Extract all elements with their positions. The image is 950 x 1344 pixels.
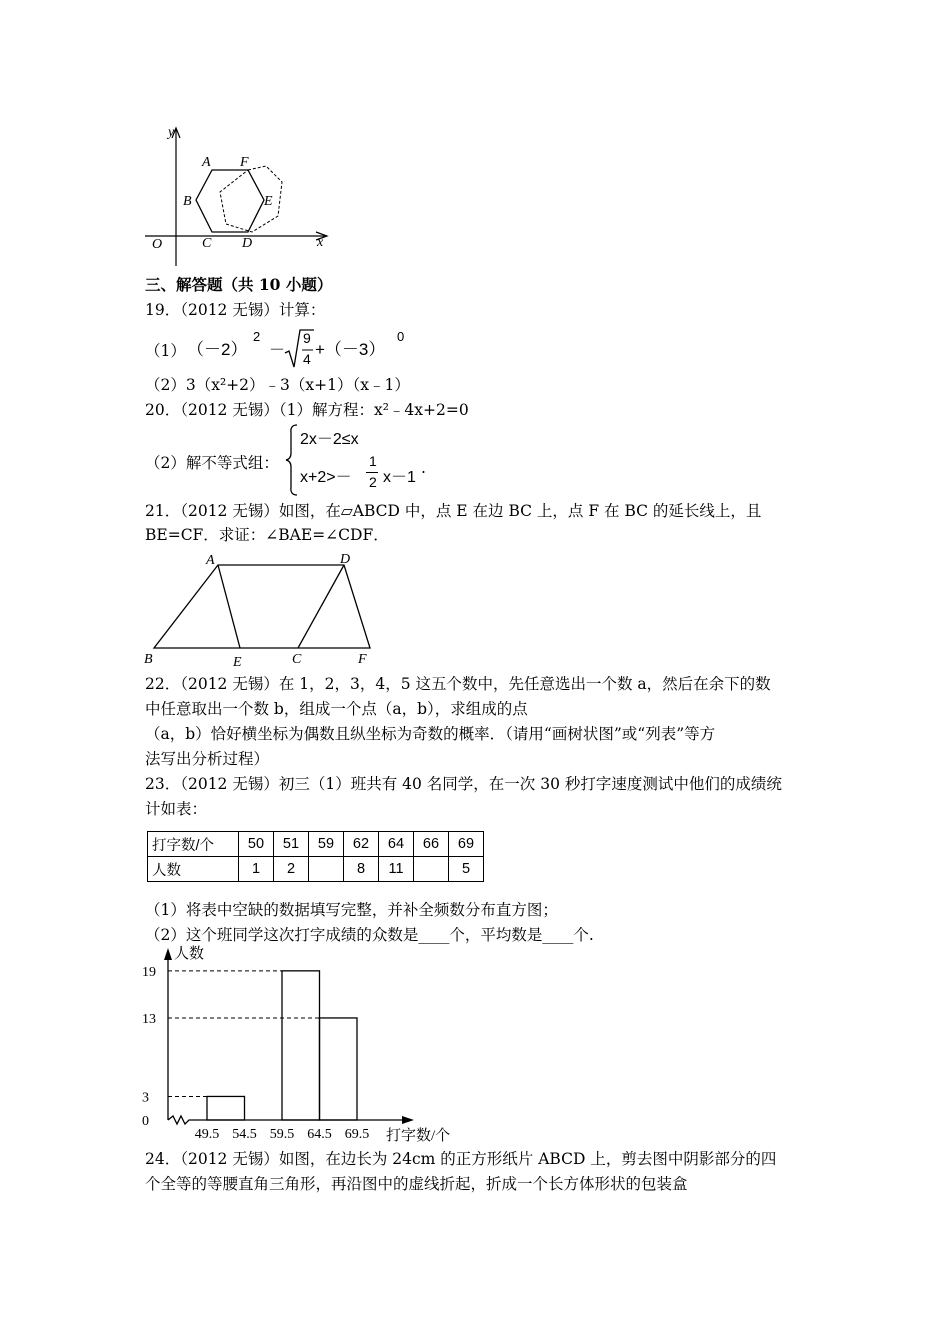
table-count-0: 1 <box>239 857 274 882</box>
point-label-a: A <box>202 155 211 170</box>
label-b: B <box>144 652 153 667</box>
q19-sqrt-denominator: 4 <box>303 351 311 367</box>
origin-label: O <box>152 237 163 252</box>
table-header-label: 打字数/个 <box>148 832 239 857</box>
q20-inequality-1: 2x－2≤x <box>300 431 359 448</box>
point-label-d: D <box>242 236 253 251</box>
hist-bar-3 <box>320 1018 358 1120</box>
hist-y-tick-1: 13 <box>142 1011 156 1027</box>
hexagon-solid <box>196 170 264 232</box>
table-row-label: 人数 <box>148 857 239 882</box>
q19-part1-exp0: 0 <box>397 329 405 344</box>
hist-y-arrow <box>164 948 172 960</box>
q22-line-3: （a，b）恰好横坐标为偶数且纵坐标为奇数的概率．（请用“画树状图”或“列表”等方 <box>145 725 716 743</box>
point-label-e: E <box>264 194 273 209</box>
q19-part1 <box>145 327 445 371</box>
q23-sub-1: （1）将表中空缺的数据填写完整，并补全频数分布直方图； <box>145 901 558 919</box>
hist-x-tick-4: 69.5 <box>344 1127 370 1142</box>
q21-line-1: 21．（2012 无锡）如图，在▱ABCD 中，点 E 在边 BC 上，点 F 在 BC 的延长线上，且 <box>145 502 762 520</box>
q22-line-4: 法写出分析过程） <box>145 750 270 768</box>
q19-part1-prefix: （1） <box>145 342 186 360</box>
table-count-1: 2 <box>274 857 309 882</box>
q22-line-2: 中任意取出一个数 b，组成一个点（a，b），求组成的点 <box>145 700 528 718</box>
table-count-2 <box>309 857 344 882</box>
label-e: E <box>233 655 242 670</box>
segment-ae <box>218 565 240 648</box>
point-label-f: F <box>240 155 249 170</box>
table-count-4: 11 <box>379 857 414 882</box>
q20-fraction-bar <box>366 472 378 473</box>
q19-part2: （2）3（x²+2）﹣3（x+1）（x﹣1） <box>145 376 410 394</box>
hexagon-figure <box>140 120 340 270</box>
y-axis-label: y <box>168 125 175 140</box>
frequency-histogram <box>140 944 470 1148</box>
table-count-3: 8 <box>344 857 379 882</box>
table-row-header <box>148 832 484 857</box>
hist-y-tick-0: 19 <box>142 964 156 980</box>
hist-bar-2 <box>282 971 320 1120</box>
table-count-5 <box>414 857 449 882</box>
q20-inequality-2-right: x－1 <box>383 469 416 486</box>
hist-bar-0 <box>207 1096 245 1120</box>
label-f: F <box>358 652 367 667</box>
parallelogram-figure <box>140 548 380 672</box>
q20-fraction-denominator: 2 <box>369 474 377 490</box>
label-d: D <box>340 552 351 567</box>
typing-speed-table <box>147 831 484 882</box>
q19-part1-exp2: 2 <box>253 329 261 344</box>
section-title: 三、解答题（共 10 小题） <box>145 275 333 294</box>
table-count-6: 5 <box>449 857 484 882</box>
hist-y-tick-2: 3 <box>142 1090 149 1106</box>
table-row-counts <box>148 857 484 882</box>
table-col-4: 64 <box>379 832 414 857</box>
q20-part2 <box>145 423 445 497</box>
hist-y-label: 人数 <box>174 946 205 962</box>
hist-x-arrow <box>402 1116 414 1124</box>
label-a: A <box>206 553 215 568</box>
q22-line-1: 22．（2012 无锡）在 1，2，3，4，5 这五个数中，先任意选出一个数 a，然后在余下的数 <box>145 675 771 693</box>
table-col-1: 51 <box>274 832 309 857</box>
table-col-2: 59 <box>309 832 344 857</box>
segment-dc <box>298 565 344 648</box>
q21-line-2: BE=CF．求证：∠BAE=∠CDF． <box>145 526 389 544</box>
q20-heading: 20．（2012 无锡）（1）解方程：x²﹣4x+2=0 <box>145 401 469 419</box>
point-label-b: B <box>183 194 192 209</box>
q24-line-1: 24．（2012 无锡）如图，在边长为 24cm 的正方形纸片 ABCD 上，剪去图中阴影部分的四 <box>145 1150 777 1168</box>
q19-sqrt-numerator: 9 <box>303 330 311 346</box>
hist-x-tick-0: 49.5 <box>194 1127 220 1142</box>
x-axis-label: x <box>317 235 324 250</box>
q20-period: . <box>421 459 426 477</box>
q20-part2-prefix: （2）解不等式组： <box>145 454 279 472</box>
q20-inequality-2-left: x+2>－ <box>300 469 352 486</box>
q20-fraction-numerator: 1 <box>369 453 377 469</box>
hist-x-tick-3: 64.5 <box>307 1127 332 1142</box>
left-brace-icon <box>285 423 299 497</box>
q19-part1-minus: － <box>269 342 286 359</box>
q23-line-2: 计如表： <box>145 800 208 818</box>
hist-x-tick-2: 59.5 <box>269 1127 295 1142</box>
table-col-5: 66 <box>414 832 449 857</box>
table-col-0: 50 <box>239 832 274 857</box>
q19-part1-base: （－2） <box>187 340 248 359</box>
table-col-6: 69 <box>449 832 484 857</box>
q23-sub-2: （2）这个班同学这次打字成绩的众数是____个，平均数是____个. <box>145 926 594 944</box>
label-c: C <box>292 652 302 667</box>
q23-line-1: 23．（2012 无锡）初三（1）班共有 40 名同学，在一次 30 秒打字速度测试中他们的成绩统 <box>145 775 782 793</box>
hist-x-tick-1: 54.5 <box>232 1127 257 1142</box>
table-col-3: 62 <box>344 832 379 857</box>
hist-x-label: 打字数/个 <box>386 1128 451 1144</box>
point-label-c: C <box>202 236 212 251</box>
hist-y-tick-3: 0 <box>142 1114 149 1129</box>
q19-heading: 19．（2012 无锡）计算： <box>145 301 326 319</box>
q24-line-2: 个全等的等腰直角三角形，再沿图中的虚线折起，折成一个长方体形状的包装盒 <box>145 1175 688 1193</box>
q19-part1-plus-term: +（－3） <box>315 340 386 359</box>
